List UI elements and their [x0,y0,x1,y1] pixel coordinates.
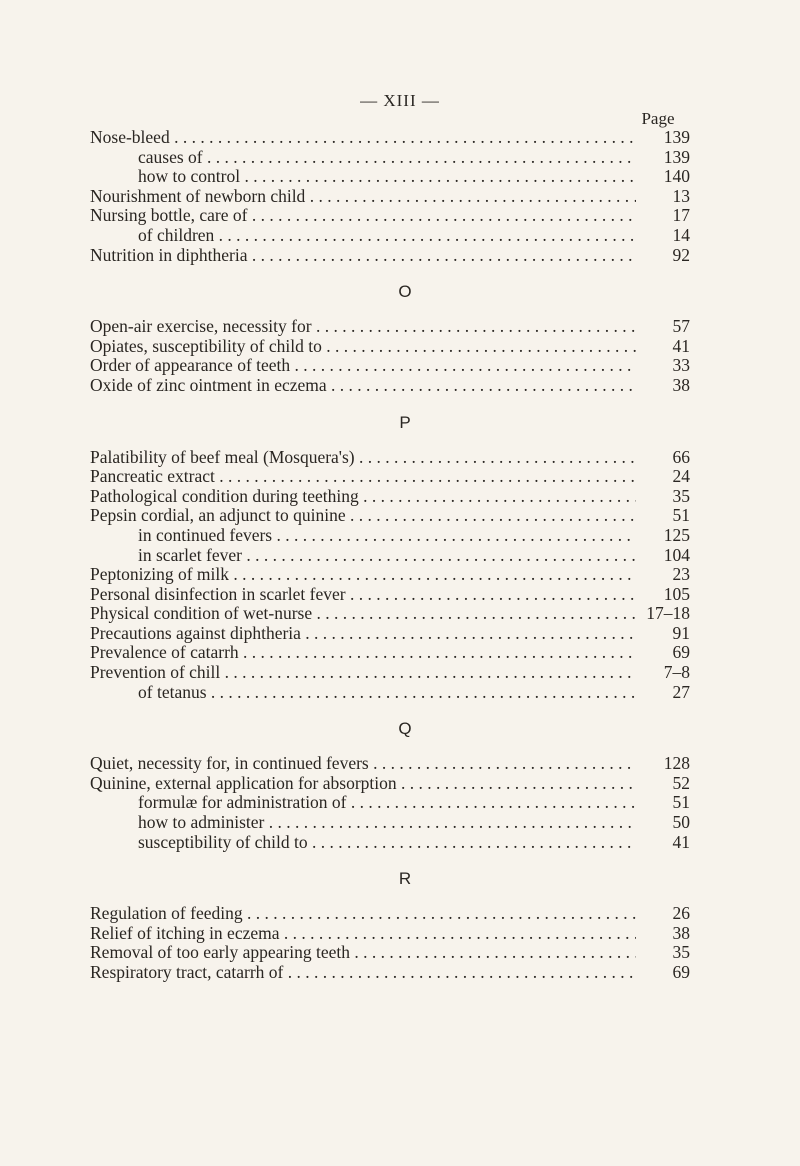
index-entry [90,448,690,468]
entry-page-number: 92 [672,245,690,265]
index-entry [90,604,690,624]
index-entry [90,356,690,376]
entry-page-number: 50 [672,813,690,833]
entry-text: how to administer . . . [138,813,636,833]
entry-text: Oxide of zinc ointment in eczema . . . [90,376,636,396]
index-entry [90,624,690,644]
entry-text: in scarlet fever . . . [138,546,636,566]
entry-page-number: 33 [672,356,690,376]
entry-text: Palatibility of beef meal (Mosquera's) . . . [90,448,636,468]
entry-page-number: 24 [672,467,690,487]
section-letter: P [399,412,411,432]
index-entry [90,833,690,853]
entry-page-number: 140 [663,167,690,187]
index-entry [90,924,690,944]
entry-page-number: 69 [672,963,690,982]
entry-page-number: 14 [672,225,690,245]
entry-text: Personal disinfection in scarlet fever . . . [90,585,636,605]
entry-text: Order of appearance of teeth . . . [90,356,636,376]
entry-page-number: 7–8 [663,663,690,683]
entry-text: in continued fevers . . . [138,526,636,546]
entry-text: formulæ for administration of . . . [138,793,636,813]
entry-page-number: 125 [663,525,690,545]
entry-text: Quiet, necessity for, in continued fevers . . . [90,754,636,774]
index-entry [90,206,690,226]
entry-text: Physical condition of wet-nurse . . . [90,604,636,624]
entry-text: Nourishment of newborn child . . . [90,187,636,207]
entry-text: of tetanus . . . [138,683,636,703]
index-entry [90,683,690,703]
entry-page-number: 35 [672,943,690,963]
entry-page-number: 26 [672,904,690,924]
entry-page-number: 128 [663,754,690,774]
entry-text: Pepsin cordial, an adjunct to quinine . . . [90,506,636,526]
index-entry [90,643,690,663]
index-entry [90,526,690,546]
entry-text: how to control . . . [138,167,636,187]
index-entry [90,546,690,566]
section-letter: Q [398,719,412,739]
entry-page-number: 69 [672,643,690,663]
index-entry [90,487,690,507]
entry-text: susceptibility of child to . . . [138,833,636,853]
entry-text: causes of . . . [138,148,636,168]
entry-text: Open-air exercise, necessity for . . . [90,317,636,337]
index-entry [90,963,690,983]
index-list [90,128,690,983]
entry-page-number: 104 [663,545,690,565]
entry-page-number: 38 [672,375,690,395]
entry-page-number: 27 [672,682,690,702]
entry-page-number: 17 [672,206,690,226]
entry-page-number: 17–18 [646,604,690,624]
entry-text: of children . . . [138,226,636,246]
entry-text: Prevention of chill . . . [90,663,636,683]
section-letter: R [398,869,412,889]
index-entry [90,148,690,168]
entry-page-number: 51 [672,793,690,813]
index-entry [90,317,690,337]
entry-page-number: 41 [672,832,690,852]
entry-text: Regulation of feeding . . . [90,904,636,924]
entry-page-number: 52 [672,773,690,793]
entry-text: Respiratory tract, catarrh of . . . [90,963,636,983]
index-entry [90,813,690,833]
index-entry [90,793,690,813]
entry-text: Pancreatic extract . . . [90,467,636,487]
entry-text: Quinine, external application for absorption . . . [90,774,636,794]
entry-text: Prevalence of catarrh . . . [90,643,636,663]
index-entry [90,565,690,585]
entry-page-number: 41 [672,336,690,356]
entry-text: Removal of too early appearing teeth . . . [90,943,636,963]
entry-page-number: 66 [672,447,690,467]
index-entry [90,246,690,266]
index-entry [90,467,690,487]
entry-page-number: 105 [663,584,690,604]
entry-text: Nursing bottle, care of . . . [90,206,636,226]
entry-page-number: 51 [672,506,690,526]
entry-text: Pathological condition during teething . . . [90,487,636,507]
entry-text: Peptonizing of milk . . . [90,565,636,585]
entry-page-number: 57 [672,317,690,337]
entry-page-number: 38 [672,923,690,943]
entry-page-number: 35 [672,486,690,506]
index-entry [90,187,690,207]
entry-page-number: 139 [663,147,690,167]
section-letter: O [398,282,412,302]
entry-page-number: 139 [663,128,690,147]
entry-text: Nose-bleed . . . [90,128,636,148]
entry-page-number: 13 [672,186,690,206]
index-entry [90,226,690,246]
running-head: — XIII — [360,91,440,110]
page-column-label: Page [641,109,675,128]
entry-text: Nutrition in diphtheria . . . [90,246,636,266]
index-entry [90,167,690,187]
entry-text: Opiates, susceptibility of child to . . . [90,337,636,357]
index-entry [90,128,690,148]
index-entry [90,337,690,357]
index-entry [90,754,690,774]
entry-page-number: 23 [672,565,690,585]
index-entry [90,585,690,605]
index-entry [90,663,690,683]
entry-text: Precautions against diphtheria . . . [90,624,636,644]
index-entry [90,774,690,794]
entry-text: Relief of itching in eczema . . . [90,924,636,944]
entry-page-number: 91 [672,623,690,643]
index-entry [90,376,690,396]
index-entry [90,943,690,963]
index-entry [90,904,690,924]
index-entry [90,506,690,526]
